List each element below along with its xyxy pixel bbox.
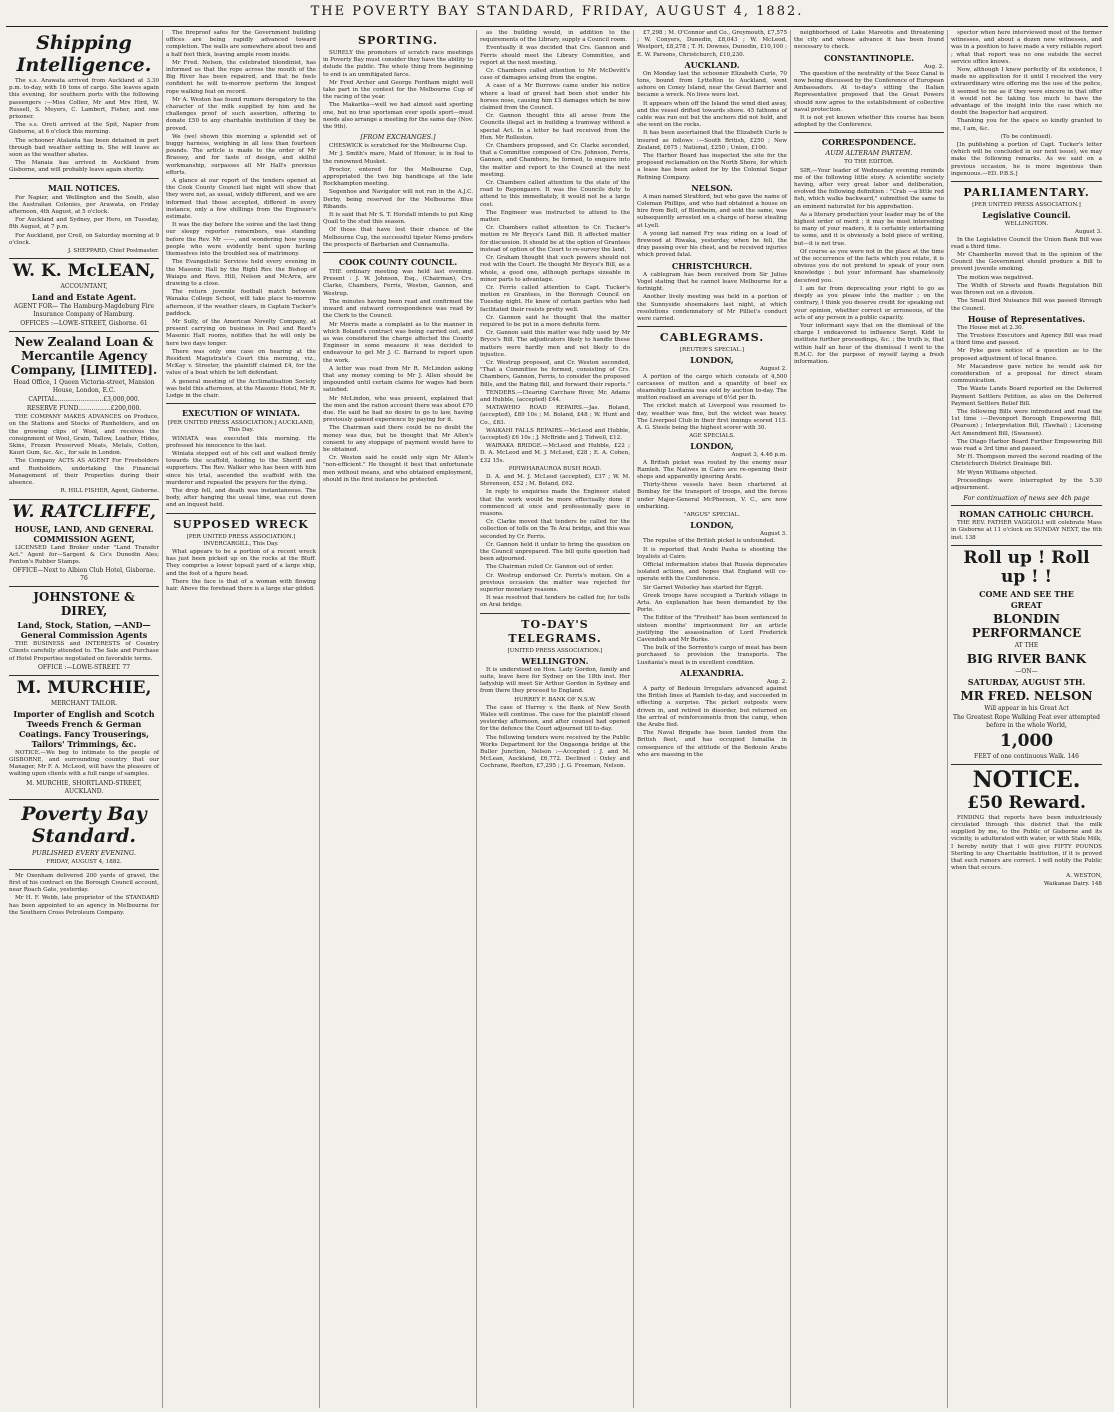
roll-up-heading: Roll up ! Roll up ! ! <box>963 547 1090 587</box>
ad-line: Will appear in his Great Act <box>984 704 1069 712</box>
parliamentary-heading: PARLIAMENTARY. <box>963 186 1090 200</box>
paragraph: Cr. Gannon said this matter was fully used by Mr Bryce's Bill. The adjudicators likely to handle these matters were hardly men and not likely to do injustice. <box>480 330 630 358</box>
supposed-wreck-heading: SUPPOSED WRECK <box>173 517 309 531</box>
paragraph: A general meeting of the Acclimatisation Society was held this afternoon, at the Masonic Hotel, Mr R. Lodge in the chair. <box>166 378 316 399</box>
paragraph: Cr. Weston said he could only sign Mr Allen's "non-efficient." He thought it best that unfortunate men without means, and who obtained employment, should in the first instance be protected. <box>323 455 473 483</box>
paragraph: The Makarika—well we had almost said sporting one, but no true sportsman ever spoils sport—must needs also arrange a meeting for the same day (Nov. the 9th). <box>323 102 473 131</box>
paragraph: A glance at our report of the tenders opened at the Cook County Council last night will show that they were not, as usual, widely different, and we are informed that those accepted, differed in every instance, only a few shillings from the Engineer's estimate. <box>166 178 316 221</box>
place-heading: WELLINGTON. <box>1004 221 1049 228</box>
paragraph: Mr Fred. Nelson, the celebrated blondinist, has informed us that the rope across the mouth of the Big River has been repaired, and that he feels confident he will to-morrow perform the longest rope walking feat on record. <box>166 59 316 95</box>
subheading: "ARGUS" SPECIAL. <box>684 511 740 518</box>
columns <box>6 30 1108 1408</box>
paragraph: It is reported that Arabi Pasha is shooting the loyalists at Cairo. <box>637 546 787 560</box>
subheading: HURREY F. BANK OF N.S.W. <box>514 696 596 703</box>
paragraph: [In publishing a portion of Capt. Tucker's letter (which will be concluded in our next issue), we may make the following remarks. As we said on a previous occasion, he is more ingenious than ingenuous.—ED. P.B.S.] <box>951 142 1102 177</box>
paragraph: A British picket was routed by the enemy near Ramleh. The Natives in Cairo are re-opening their shops and apparently ignoring Arabi. <box>637 459 787 480</box>
paragraph: As a literary production your leader may be of the highest order of merit ; it may be most interesting to many of your readers, it is certainly entertaining to some, and it is obviously a bold piece of writing, but—it is not true. <box>794 211 944 247</box>
masthead: THE POVERTY BAY STANDARD, FRIDAY, AUGUST 4, 1882. <box>6 4 1108 27</box>
place-heading: NELSON. <box>691 182 733 193</box>
paragraph: A young lad named Fry was riding on a load of firewood at Riwaka, yesterday, when he fell, the dray passing over his chest, and he received injuries which proved fatal. <box>637 230 787 259</box>
correspondence-subtitle: AUDI ALTERAM PARTEM. <box>825 149 913 158</box>
ad-line: HOUSE, LAND, AND GENERAL COMMISSION AGENT, <box>14 523 154 544</box>
paragraph: Proceedings were interrupted by the 5.30 adjournment. <box>951 477 1102 491</box>
divider <box>9 869 159 870</box>
ad-title: BIG RIVER BANK <box>966 651 1087 666</box>
ad-line: COME AND SEE THE <box>979 588 1074 599</box>
paragraph: The case of Hurrey v. the Bank of New South Wales will continue. The case for the plaintiff closed yesterday afternoon, and after counsel had opened for the defence the Court adjourned till to-day. <box>480 704 630 733</box>
ad-line: The Greatest Rope Walking Feat ever attempted before in the whole World, <box>952 713 1101 729</box>
paragraph: The return juvenile football match between Wanaka College School, will take place to-morrow afternoon, if the weather clears, in Captain Tucker's paddock. <box>166 289 316 317</box>
paragraph: Thanking you for the space so kindly granted to me, I am, &c. <box>951 118 1102 132</box>
paragraph: The motion was negatived. <box>957 274 1034 281</box>
paragraph: In reply to enquiries made the Engineer stated that the work would be more effectually done if commenced at once and professionally gave in reasons. <box>480 489 630 517</box>
paragraph: Thirty-three vessels have been chartered at Bombay for the transport of troops, and the forces under Major-General McPherson, V. C., are now embarking. <box>637 482 787 510</box>
telegrams-heading: TO-DAY'S TELEGRAMS. <box>508 617 602 645</box>
cablegrams-heading: CABLEGRAMS. <box>659 331 765 345</box>
paragraph: Mr Pyke gave notice of a question as to the proposed adjustment of local finance. <box>951 348 1102 362</box>
divider <box>951 764 1102 765</box>
paragraph: The drop fell, and death was instantaneous. The body, after hanging the usual time, was cut down and an inquest held. <box>166 487 316 509</box>
date: Aug. 2. <box>766 678 787 685</box>
place-heading: LONDON, <box>690 441 734 452</box>
date: August 3. <box>759 531 787 538</box>
ad-line: Importer of English and Scotch Tweeds French & German Coatings. Fancy Trouserings, Tailors' Trimmings, &c. <box>13 708 155 749</box>
paragraph: The question of the neutrality of the Suez Canal is now being discussed by the Conference of European Ambassadors. At to-day's sitting the Italian Representative proposed that the Great Powers should now agree to the establishment of collective naval protection. <box>794 70 944 113</box>
ad-line: AT THE <box>1014 641 1039 649</box>
divider <box>9 178 159 179</box>
ad-line: Land, Stock, Station, —AND— General Commission Agents <box>17 620 151 641</box>
ad-line: GREAT <box>1010 599 1043 610</box>
paper-subtitle: PUBLISHED EVERY EVENING. <box>32 848 136 857</box>
ad-title: 1,000 <box>999 730 1054 751</box>
place-heading: AUCKLAND. <box>684 59 740 70</box>
column-5 <box>634 30 791 1408</box>
ad-line: Head Office, 1 Queen Victoria-street, Mansion House, London, E.C. <box>13 379 155 395</box>
paragraph: A letter was read from Mr R. McLindon asking that any money coming to Mr J. Allen should be impounded until certain claims for wages had been satisfied. <box>323 365 473 394</box>
place-heading: LONDON, <box>690 520 734 531</box>
paragraph: The s.s. Oreti arrived at the Spit, Napier from Gisborne, at 6 o'clock this morning. <box>9 122 159 136</box>
paragraph: It has been ascertained that the Elizabeth Curle is insured as follows :—South British, £250 ; New Zealand, £675 ; National, £250 ; Union, £100. <box>637 130 787 151</box>
mail-notices-heading: MAIL NOTICES. <box>48 182 120 193</box>
paragraph: Mr Morris made a complaint as to the manner in which Boland's contract was being carried out, and as was considered the charge affected the County Engineer in some measure it was decided to endeavour to get Mr J. C. Barrand to report upon the work. <box>323 321 473 364</box>
divider <box>9 331 159 332</box>
ad-line: MERCHANT TAILOR. <box>50 699 118 707</box>
paragraph: There was only one case on hearing at the Resident Magistrate's Court this morning, viz., McKay v. Streeter, the plaintiff claimed £4, for the value of a boat which he left defendant. <box>166 348 316 377</box>
paragraph: Mr Chamberlin moved that in the opinion of the Council the Government should produce a Bill to prevent juvenile smoking. <box>951 252 1102 273</box>
paragraph: Mr A. Weston has found rumors derogatory to the character of the milk supplied by him and he challenges proof of such assertion, offering to donate £50 to any charitable institution if they be proved. <box>166 96 316 132</box>
ad-line: Land and Estate Agent. <box>31 292 137 303</box>
date: Aug. 2. <box>923 63 944 70</box>
exchanges-heading: [FROM EXCHANGES.] <box>360 133 436 142</box>
notice-heading: NOTICE. <box>972 766 1081 793</box>
column-7 <box>948 30 1105 1408</box>
paragraph: Segenhoe and Navigator will not run in the A.J.C. Derby, being reserved for the Melbourne Blue Ribands. <box>323 189 473 210</box>
paragraph: In the Legislative Council the Union Bank Bill was read a third time. <box>951 236 1102 250</box>
paragraph: FINDING that reports have been industriously circulated through this district that the milk supplied by me, to the Public of Gisborne and its vicinity, is adulterated with water, or with Stale Milk, I hereby notify that I will give FIFTY POUNDS Sterling to any Charitable Institution, if it is proved that such rumors are correct. I will notify the Public when that occurs. <box>951 814 1103 872</box>
place-heading: WELLINGTON. <box>521 655 589 666</box>
paragraph: The following Bills were introduced and read the 1st time :—Devonport Borough Empowering Bill, (Pearson) ; Interpretation Bill, (Tawhai) ; Licensing Act Amendment Bill, (Swanson). <box>951 408 1102 437</box>
continued-note: (To be continued). <box>1000 133 1053 140</box>
ad-title: BLONDIN PERFORMANCE <box>971 611 1082 640</box>
ad-title: New Zealand Loan & Mercantile Agency Company, [LIMITED]. <box>10 335 158 378</box>
house-heading: House of Representatives. <box>967 313 1086 324</box>
paragraph: What appears to be a portion of a recent wreck has just been picked up on the rocks at the Bluff. They comprise a lower topsail yard of a large ship, and the foot of a figure head. <box>166 549 316 577</box>
paragraph: Greek troops have occupied a Turkish village in Arta. An explanation has been demanded by the Porte. <box>637 592 787 614</box>
paragraph: as the building would, in addition to the requirements of the Library, supply a Council room. <box>480 30 630 44</box>
paragraph: A man named Stratford, but who gave the name of Coleman Phillips, and who had obtained a house on hire from Bell, of Blenheim, and sold the same, was subsequently arrested on a charge of horse stealing at Lyell. <box>637 193 787 229</box>
paragraph: A cablegram has been received from Sir Julius Vogel stating that he cannot leave Melbourne for a fortnight. <box>637 271 787 293</box>
paragraph: The schooner Atalanta has been detained in port through bad weather setting in. She will leave as soon as the weather abates. <box>9 137 159 159</box>
place-heading: CONSTANTINOPLE. <box>824 52 914 63</box>
paragraph: The Width of Streets and Roads Regulation Bill was thrown out on a division. <box>951 282 1102 297</box>
paragraph: A party of Bedouin Irregulars advanced against the British lines at Ramleh to-day, and succeeded in effecting a surprise. The picket outposts were driven in, and retired in disorder, but returned on the arrival of reinforcements from the camp, when the Arabs fled. <box>637 686 787 729</box>
ad-line: CAPITAL.........................£3,000,000. <box>28 396 140 404</box>
paragraph: neighborhood of Lake Mareotis and threatening the city and whose advance it has been found necessary to check. <box>794 30 944 51</box>
divider <box>9 799 159 800</box>
subheading: AGE SPECIALS. <box>689 433 735 440</box>
paragraph: THE COMPANY MAKES ADVANCES on Produce, on the Stations and Stocks of Runholders, and on the growing clips of Wool, and receives the consignment of Wool, Grain, Tallow, Leather, Hides, Skins, Frozen Preserved Meats, Metals, Cotton, Kauri Gum, &c. &c., for sale in London. <box>9 414 159 457</box>
paper-title: Poverty Bay Standard. <box>21 802 147 847</box>
paragraph: TENDERS.—Clearing Carchaw River, Mr. Adams and Hubble, (accepted) £44. <box>480 389 630 403</box>
legislative-council-heading: Legislative Council. <box>982 210 1071 221</box>
column-4 <box>477 30 634 1408</box>
church-heading: ROMAN CATHOLIC CHURCH. <box>959 509 1094 520</box>
paragraph: SIR,—Your leader of Wednesday evening reminds me of the following little story. A scientific society having, after very great labor and deliberation, evolved the following definition : "Crab —a little red fish, which walks backward," submitted the same to an eminent naturalist for his approbation. <box>794 167 944 210</box>
signature: R. HILL FISHER, Agent, Gisborne. <box>60 488 159 495</box>
paragraph: The House met at 2.30. <box>957 324 1024 331</box>
paragraph: WAIKAHI FALLS REPAIRS.—McLeod and Hubble, (accepted) £6 10s ; J. McBride and J. Tidwell, £12. <box>480 427 630 441</box>
paragraph: Mr Fred Archer and George Fordham might well take part in the contest for the Melbourne Cup of the racing of the year. <box>323 79 473 101</box>
paragraph: Cr. Gannon thought this all arose from the Councils illegal act in building a tramway without a special Act. In a letter he had received from the Hon. Mr Rolleston. <box>480 113 630 141</box>
divider <box>9 258 159 259</box>
paragraph: The fireproof safes for the Government building offices are being rapidly advanced toward completion. The walls are somewhere about two and a half feet thick, leaving ample room inside. <box>166 30 316 58</box>
paragraph: NOTICE.—We beg to intimate to the people of GISBORNE, and surrounding country that our Manager, Mr F. A. McLeod, will have the pleasure of waiting upon clients with a full range of samples. <box>9 749 159 778</box>
place-heading: ALEXANDRIA. <box>680 667 744 678</box>
divider <box>166 403 316 404</box>
paragraph: THE REV. FATHER VAGGIOLI will celebrate Mass in Gisborne at 11 o'clock on SUNDAY NEXT, the 6th inst. 138 <box>951 520 1102 541</box>
paragraph: The s.s. Arawata arrived from Auckland at 3.30 p.m. to-day, with 16 tons of cargo. She leaves again this evening, for southern ports with the following passengers :—Miss Collier, Mr and Mrs Hird, W. Russell, S. Meyers, C. Lambert, Fisher, and one prisoner. <box>9 78 159 121</box>
signature: Waikanae Dairy. 148 <box>1043 880 1102 887</box>
paragraph: Cr. Clarke moved that tenders be called for the collection of tolls on the Te Arai bridge, and this was seconded by Cr. Ferris. <box>480 519 630 540</box>
paragraph: Cr. Ferris called attention to Capt. Tucker's motion re Grantees, in the Borough Council on Tuesday night. He knew of certain parties who had facilitated their resists pretty well. <box>480 284 630 313</box>
paragraph: Mr Sully, of the American Novelty Company, at present carrying on business in Peel and Reed's Masonic Hall rooms, notifies that he will only be here two days longer. <box>166 318 316 347</box>
paragraph: It is understood on Hon. Lady Gordon, family and suite, leave here for Sydney on the 18th inst. Her ladyship will meet Sir Arthur Gordon in Sydney and from there they proceed to England. <box>480 666 630 695</box>
paragraph: Of course as you were not in the place at the time of the occurrence of the facts which you relate, it is obvious you do not pretend to speak of your own knowledge ; but your informant has shamelessly deceived you. <box>794 248 944 284</box>
divider <box>9 675 159 676</box>
divider <box>951 505 1102 506</box>
correspondence-heading: CORRESPONDENCE. <box>821 137 917 148</box>
paragraph: spector when here interviewed most of the former witnesses, and about a dozen new witnesses, and was in a position to have made a very reliable report ; what that report was no one outside the secret service office knows. <box>951 30 1102 65</box>
paragraph: Mr McLindon, who was present, explained that the men and the ration account there was about £70 due. He said he had no desire to go to law, having previously gained experience by paying for it. <box>323 395 473 424</box>
dateline: [REUTER'S SPECIAL.] <box>679 347 745 354</box>
date: August 3. <box>1074 229 1102 236</box>
paragraph: It was resolved that tenders be called for, for tolls on Arai bridge. <box>480 595 630 609</box>
ad-line: OFFICES :—LOWE-STREET, Gisborne. 61 <box>20 320 148 328</box>
paragraph: CHESWICK is scratched for the Melbourne Cup. <box>329 143 468 150</box>
divider <box>637 326 787 327</box>
paragraph: Cr. Chambers called attention to Cr. Tucker's motion re Mr Bryce's Land Bill. It affected matter for discussion. It should be at the option of Grantees instead of option of the Court to re-survey the land. <box>480 225 630 253</box>
ad-title: JOHNSTONE & DIREY, <box>33 590 135 619</box>
paragraph: THE BUSINESS and INTERESTS of Country Clients carefully attended to. The Sale and Purchase of Hotel Properties negotiated on favorable terms. <box>9 641 159 662</box>
ad-line: AGENT FOR— The Hamburg-Magdeburg Fire Insurance Company of Hamburg. <box>13 303 155 319</box>
paragraph: Cr. Westrup endorsed Cr. Ferris's motion. On a previous occasion the matter was rejected for superior monetary reasons. <box>480 572 630 594</box>
paragraph: The repulse of the British picket is unfounded. <box>643 538 776 545</box>
divider <box>166 513 316 514</box>
ad-line: FEET of one continuous Walk. 146 <box>974 752 1079 760</box>
ad-title: W. K. McLEAN, <box>12 261 156 282</box>
divider <box>323 252 473 253</box>
paragraph: Another lively meeting was held in a portion of the Sunnyside shoemakers last night, at which resolutions condemnatory of Mr Pilliet's conduct were carried. <box>637 294 787 322</box>
paragraph: Cr. Gannon held it unfair to bring the question on the Council unprepared. The bill quite question had been adjourned. <box>480 541 630 563</box>
paragraph: Cr. Graham thought that such powers should not rest with the Court. He thought Mr Bryce's Bill, as a whole, a good one, although perhaps sizeable in minor parts to advantage. <box>480 255 630 283</box>
paragraph: D. A. and M. J. McLeod (accepted), £37 ; W. M. Stevenson, £52 ; M. Boland, £62. <box>480 473 630 488</box>
signature: J. SHEPPARD, Chief Postmaster. <box>67 248 159 255</box>
ad-line: RESERVE FUND.................£200,000. <box>26 405 142 413</box>
to-editor: TO THE EDITOR. <box>844 159 894 166</box>
paragraph: The Small Bird Nuisance Bill was passed through the Council. <box>951 298 1102 312</box>
paragraph: Cr. Chambers proposed, and Cr. Clarke seconded, that a Committee composed of Crs. Johnson, Ferris, Gannon, and Chambers, be formed, to enquire into the matter and report to the Council at the next meeting. <box>480 143 630 178</box>
dateline: [PER UNITED PRESS ASSOCIATION.] INVERCARGILL, This Day. <box>186 533 296 547</box>
reward-heading: £50 Reward. <box>967 792 1086 813</box>
ad-line: OFFICE :—LOWE-STREET. 77 <box>37 663 131 671</box>
paragraph: On Monday last the schooner Elizabeth Curle, 70 tons, bound from Lyttelton to Auckland, went ashore on Coney Island, near the Great Barrier and became a wreck. No lives were lost. <box>637 70 787 99</box>
divider <box>951 545 1102 546</box>
paragraph: Your informant says that on the dismissal of the charge I endeavored to influence Sergt. Kidd to institute further proceedings, &c. ; the truth is, that within half an hour of the dismissal I went to the R.M.C. for the purpose of myself laying a fresh information. <box>794 322 944 365</box>
ad-title: M. MURCHIE, <box>16 677 152 698</box>
paragraph: A portion of the cargo which consists of 4,500 carcasses of mutton and a quantity of beef ex steamship Lusitania was sold by auction to-day. The mutton realised an average of 6½d per lb. <box>637 373 787 402</box>
subheading: PIPIWHARAUROA BUSH ROAD. <box>508 465 602 472</box>
paragraph: The cricket match at Liverpool was resumed to-day, weather was fine, but the wicket was heavy. The Liverpool Club in their first innings scored 113. A. G. Steele being the highest scorer with 30. <box>637 403 787 431</box>
paragraph: A case of a Mr Burrows came under his notice where a load of gravel had been shot under his horses nose, causing him £3 damages which he now claimed from the Council. <box>480 83 630 112</box>
paragraph: Proctor, entered for the Melbourne Cup, appropriated the two big handicaps at the late Rockhampton meeting. <box>323 166 473 188</box>
divider <box>951 181 1102 182</box>
paragraph: It was the day before the soiree and the last thing our sleepy reporter remembers, was standing before the Rev. Mr ——, and wondering how young people who were evidently bent upon hurling themselves into the troubled sea of matrimony. <box>166 222 316 258</box>
ad-title: W. RATCLIFFE, <box>12 501 156 522</box>
shipping-heading: Shipping Intelligence. <box>16 32 152 76</box>
ad-line: M. MURCHIE, SHORTLAND-STREET, AUCKLAND. <box>26 779 142 795</box>
dateline: [PER UNITED PRESS ASSOCIATION.] <box>972 202 1081 209</box>
paragraph: The Engineer was instructed to attend to the matter. <box>480 209 630 224</box>
cook-council-heading: COOK COUNTY COUNCIL. <box>338 257 458 268</box>
paragraph: The minutes having been read and confirmed the inward and outward correspondence was read by the Clerk to the Council. <box>323 298 473 320</box>
divider <box>794 132 944 133</box>
column-1 <box>6 30 163 1408</box>
paragraph: Cr. Chambers called attention to the state of the road to Repongaere. It was the Councils duty to attend to this immediately, it would not be a large cost. <box>480 180 630 208</box>
paragraph: Mr J. Smith's mare, Maid of Honour, is in foal to the renowned Musket. <box>323 151 473 165</box>
paragraph: £7,298 ; M. O'Connor and Co., Greymouth, £7,575 ; W. Conyers, Dunedin, £8,043 ; W. McLeod, Westport, £8,278 ; T. H. Downes, Dunedin, £10,100 ; E. W. Parsons, Christchurch, £10,230. <box>637 30 787 58</box>
paragraph: There the face is that of a woman with flowing hair. Above the forehead there is a large star gilded. <box>166 578 316 593</box>
ad-line: SATURDAY, AUGUST 5TH. <box>967 676 1086 687</box>
column-2 <box>163 30 320 1408</box>
paragraph: Mr H. F. Webb, late proprietor of the STANDARD has been appointed to an agency in Melbourne for the Southern Cross Petroleum Company. <box>9 895 159 916</box>
ad-line: —ON— <box>1015 667 1038 675</box>
paragraph: Cr. Gannon said he thought that the matter required to be put in a more definite form. <box>480 314 630 328</box>
paragraph: Official information states that Russia deprecates isolated actions, and hopes that England will co-operate with the Conference. <box>637 561 787 583</box>
paragraph: It appears when off the Island the wind died away, and the vessel drifted towards shore. 45 fathoms of cable was run out but the anchors did not hold, and she went on the rocks. <box>637 100 787 129</box>
divider <box>9 586 159 587</box>
paragraph: WINIATA was executed this morning. He professed his innocence to the last. <box>166 435 316 449</box>
paragraph: Mr Oxenham delivered 200 yards of gravel, the first of his contract on the Borough Council account, near Roach Gate, yesterday. <box>9 872 159 894</box>
paragraph: Mr H. Thompson moved the second reading of the Christchurch District Drainage Bill. <box>951 454 1102 468</box>
sporting-heading: SPORTING. <box>358 34 438 47</box>
paragraph: Winiata stepped out of his cell and walked firmly towards the scaffold, holding to the Sheriff and supporters. The Rev. Walker who has been with him since his trial, ascended the scaffold with the murderer and repeated the prayers for the dying. <box>166 450 316 486</box>
paragraph: It is not yet known whether this course has been adopted by the Conference. <box>794 115 944 129</box>
paragraph: The following tenders were received by the Public Works Department for the Ongaonga bridge at the Buller Junction, Nelson :—Accepted : J. and M. McLean, Auckland, £6,772. Declined : Oxley and Cochrane, Reefton, £7,295 ; J. G. Freeman, Nelson. <box>480 734 630 770</box>
paragraph: We (we) shown this morning a splendid set of buggy harness, weighing in all less than fourteen pounds. The article is made to the order of Mr Brassey, and for taste of design, and skilful workmanship, surpasses all Mr Hall's previous efforts. <box>166 133 316 176</box>
dateline: [PER UNITED PRESS ASSOCIATION.] AUCKLAND, This Day. <box>167 420 315 434</box>
paragraph: The Manaia has arrived in Auckland from Gisborne, and will probably leave again shortly. <box>9 160 159 174</box>
paper-date: FRIDAY, AUGUST 4, 1882. <box>46 858 122 865</box>
paragraph: The Naval Brigade has been landed from the British fleet, and has occupied Ismailia in consequence of the attitude of the Bedouin Arabs who are massing in the <box>637 730 787 758</box>
paragraph: Of those that have lost their chance of the Melbourne Cup, the successful tipster Nemo prefers the prospects of Barbarian and Cunnamulla. <box>323 227 473 248</box>
paragraph: The Otago Harbor Board Further Empowering Bill was read a 3rd time and passed. <box>951 438 1102 452</box>
paragraph: For Napier, and Wellington and the South, also the Australian Colonies, per Arawata, on Friday afternoon, 4th August, at 5 o'clock. <box>9 194 159 216</box>
date: August 2. <box>759 366 787 373</box>
column-3 <box>320 30 477 1408</box>
paragraph: The Editor of the "Freiheit" has been sentenced to sixteen months' imprisonment for an article justifying the assassination of Lord Frederick Cavendish and Mr Burke. <box>637 615 787 644</box>
paragraph: The Evangelistic Services held every evening in the Masonic Hall by the Right Rev. the Bishop of Waiapu and Revs. Hill, Nelson and McArra, are drawing to a close. <box>166 259 316 287</box>
continuation-note: For continuation of news see 4th page <box>963 494 1090 503</box>
divider <box>9 499 159 500</box>
ad-line: ACCOUNTANT, <box>60 283 108 291</box>
paragraph: Sir Garnet Wolseley has started for Egypt. <box>643 584 764 591</box>
paragraph: For Auckland and Sydney, per Hero, on Tuesday, 8th August, at 7 p.m. <box>9 217 159 231</box>
dateline: [UNITED PRESS ASSOCIATION.] <box>507 647 603 654</box>
divider <box>480 613 630 614</box>
paragraph: The Chairman ruled Cr. Gannon out of order. <box>486 564 614 571</box>
place-heading: LONDON, <box>690 355 734 366</box>
ad-line: OFFICE—Next to Albion Club Hotel, Gisborne. 76 <box>12 567 156 583</box>
paragraph: The Chairman said there could be no doubt the money was due, but he thought that Mr Allen's consent to any stoppage of payment would have to be obtained. <box>323 425 473 453</box>
paragraph: MATAWHIO ROAD REPAIRS.—Jas. Boland, (accepted), £89 10s ; M. Boland, £48 ; W. Hunt and Co., £83. <box>480 405 630 426</box>
paragraph: The Waste Lands Board reported on the Deferred Payment Settlers Petition, as also on the Deferred Payment Settlers Relief Bill. <box>951 386 1102 407</box>
execution-heading: EXECUTION OF WINIATA. <box>182 408 300 419</box>
paragraph: Mr Wynn Williams objected. <box>957 469 1038 476</box>
paragraph: It is said that Mr S. T. Horsfall intends to put King Quail to the stud this season. <box>323 212 473 226</box>
paragraph: Cr. Chambers called attention to Mr McDevitt's case of damages arising from the engine. <box>480 68 630 82</box>
paragraph: The Company ACTS AS AGENT For Freeholders and Runholders, undertaking the Financial Management of their Properties during their absence. <box>9 458 159 487</box>
ad-title: MR FRED. NELSON <box>960 688 1093 703</box>
paragraph: The bulk of the Sorrento's cargo of meat has been purchased to provision the transports. The Lusitania's meat is in excellent condition. <box>637 645 787 666</box>
paragraph: THE ordinary meeting was held last evening. Present : J. W. Johnson, Esq., (Chairman), Crs. Clarke, Chambers, Ferris, Weston, Gannon, and Westrup. <box>323 269 473 297</box>
paragraph: The Trustees Executors and Agency Bill was read a third time and passed. <box>951 332 1102 347</box>
paragraph: For Auckland, per Creil, on Saturday morning at 9 o'clock. <box>9 232 159 246</box>
signature: A. WESTON, <box>1066 873 1102 880</box>
paragraph: LICENSED Land Broker under "Land Transfer Act." Agent for—Sargent & Co's Dunedin Ales; Fenton's Rubber Stamps. <box>9 544 159 565</box>
paragraph: Cr. Westrup proposed, and Cr. Weston seconded, "That a Committee be formed, consisting of Crs. Chambers, Gannon, Ferris, to consider the proposed Bills, and the Rating Bill, and forward their reports." <box>480 359 630 388</box>
place-heading: CHRISTCHURCH. <box>671 260 753 271</box>
paragraph: The Harbor Board has inspected the site for the proposed reclamation on the North Shore, for which a lease has been asked for by the Colonial Sugar Refining Company. <box>637 153 787 181</box>
paragraph: Mr Macandrew gave notice he would ask for consideration of a proposal for direct steam communication. <box>951 363 1102 385</box>
paragraph: Now, although I knew perfectly of its existence, I made no application for it until I received the very extraordinary wire offering me the use of the police, it seemed to me as if they were sincere in that offer it would not be taking too much to have the advantage of the insight into the case which no doubt the Inspector had acquired. <box>951 67 1102 117</box>
column-6 <box>791 30 948 1408</box>
paragraph: Eventually it was decided that Crs. Gannon and Ferris should meet the Library Committee, and report at the next meeting. <box>480 45 630 66</box>
paragraph: I am far from deprecating your right to go as deeply as you please into the matter ; on the contrary, I think you deserve credit for speaking out your opinion, whether correct or erroneous, of the acts of any person in a public capacity. <box>794 285 944 321</box>
paragraph: SURELY the promoters of scratch race meetings in Poverty Bay must consider they have the ability to delude the public. The whole thing from beginning to end is an unmitigated farce. <box>323 50 474 78</box>
date: August 3, 4.46 p.m. <box>731 452 787 459</box>
paragraph: WAIRAKA BRIDGE.—McLeod and Hubble, £22 ; D. A. McLeod and M. J. McLeod, £28 ; E. A. Cohen, £32 15s. <box>480 443 630 464</box>
